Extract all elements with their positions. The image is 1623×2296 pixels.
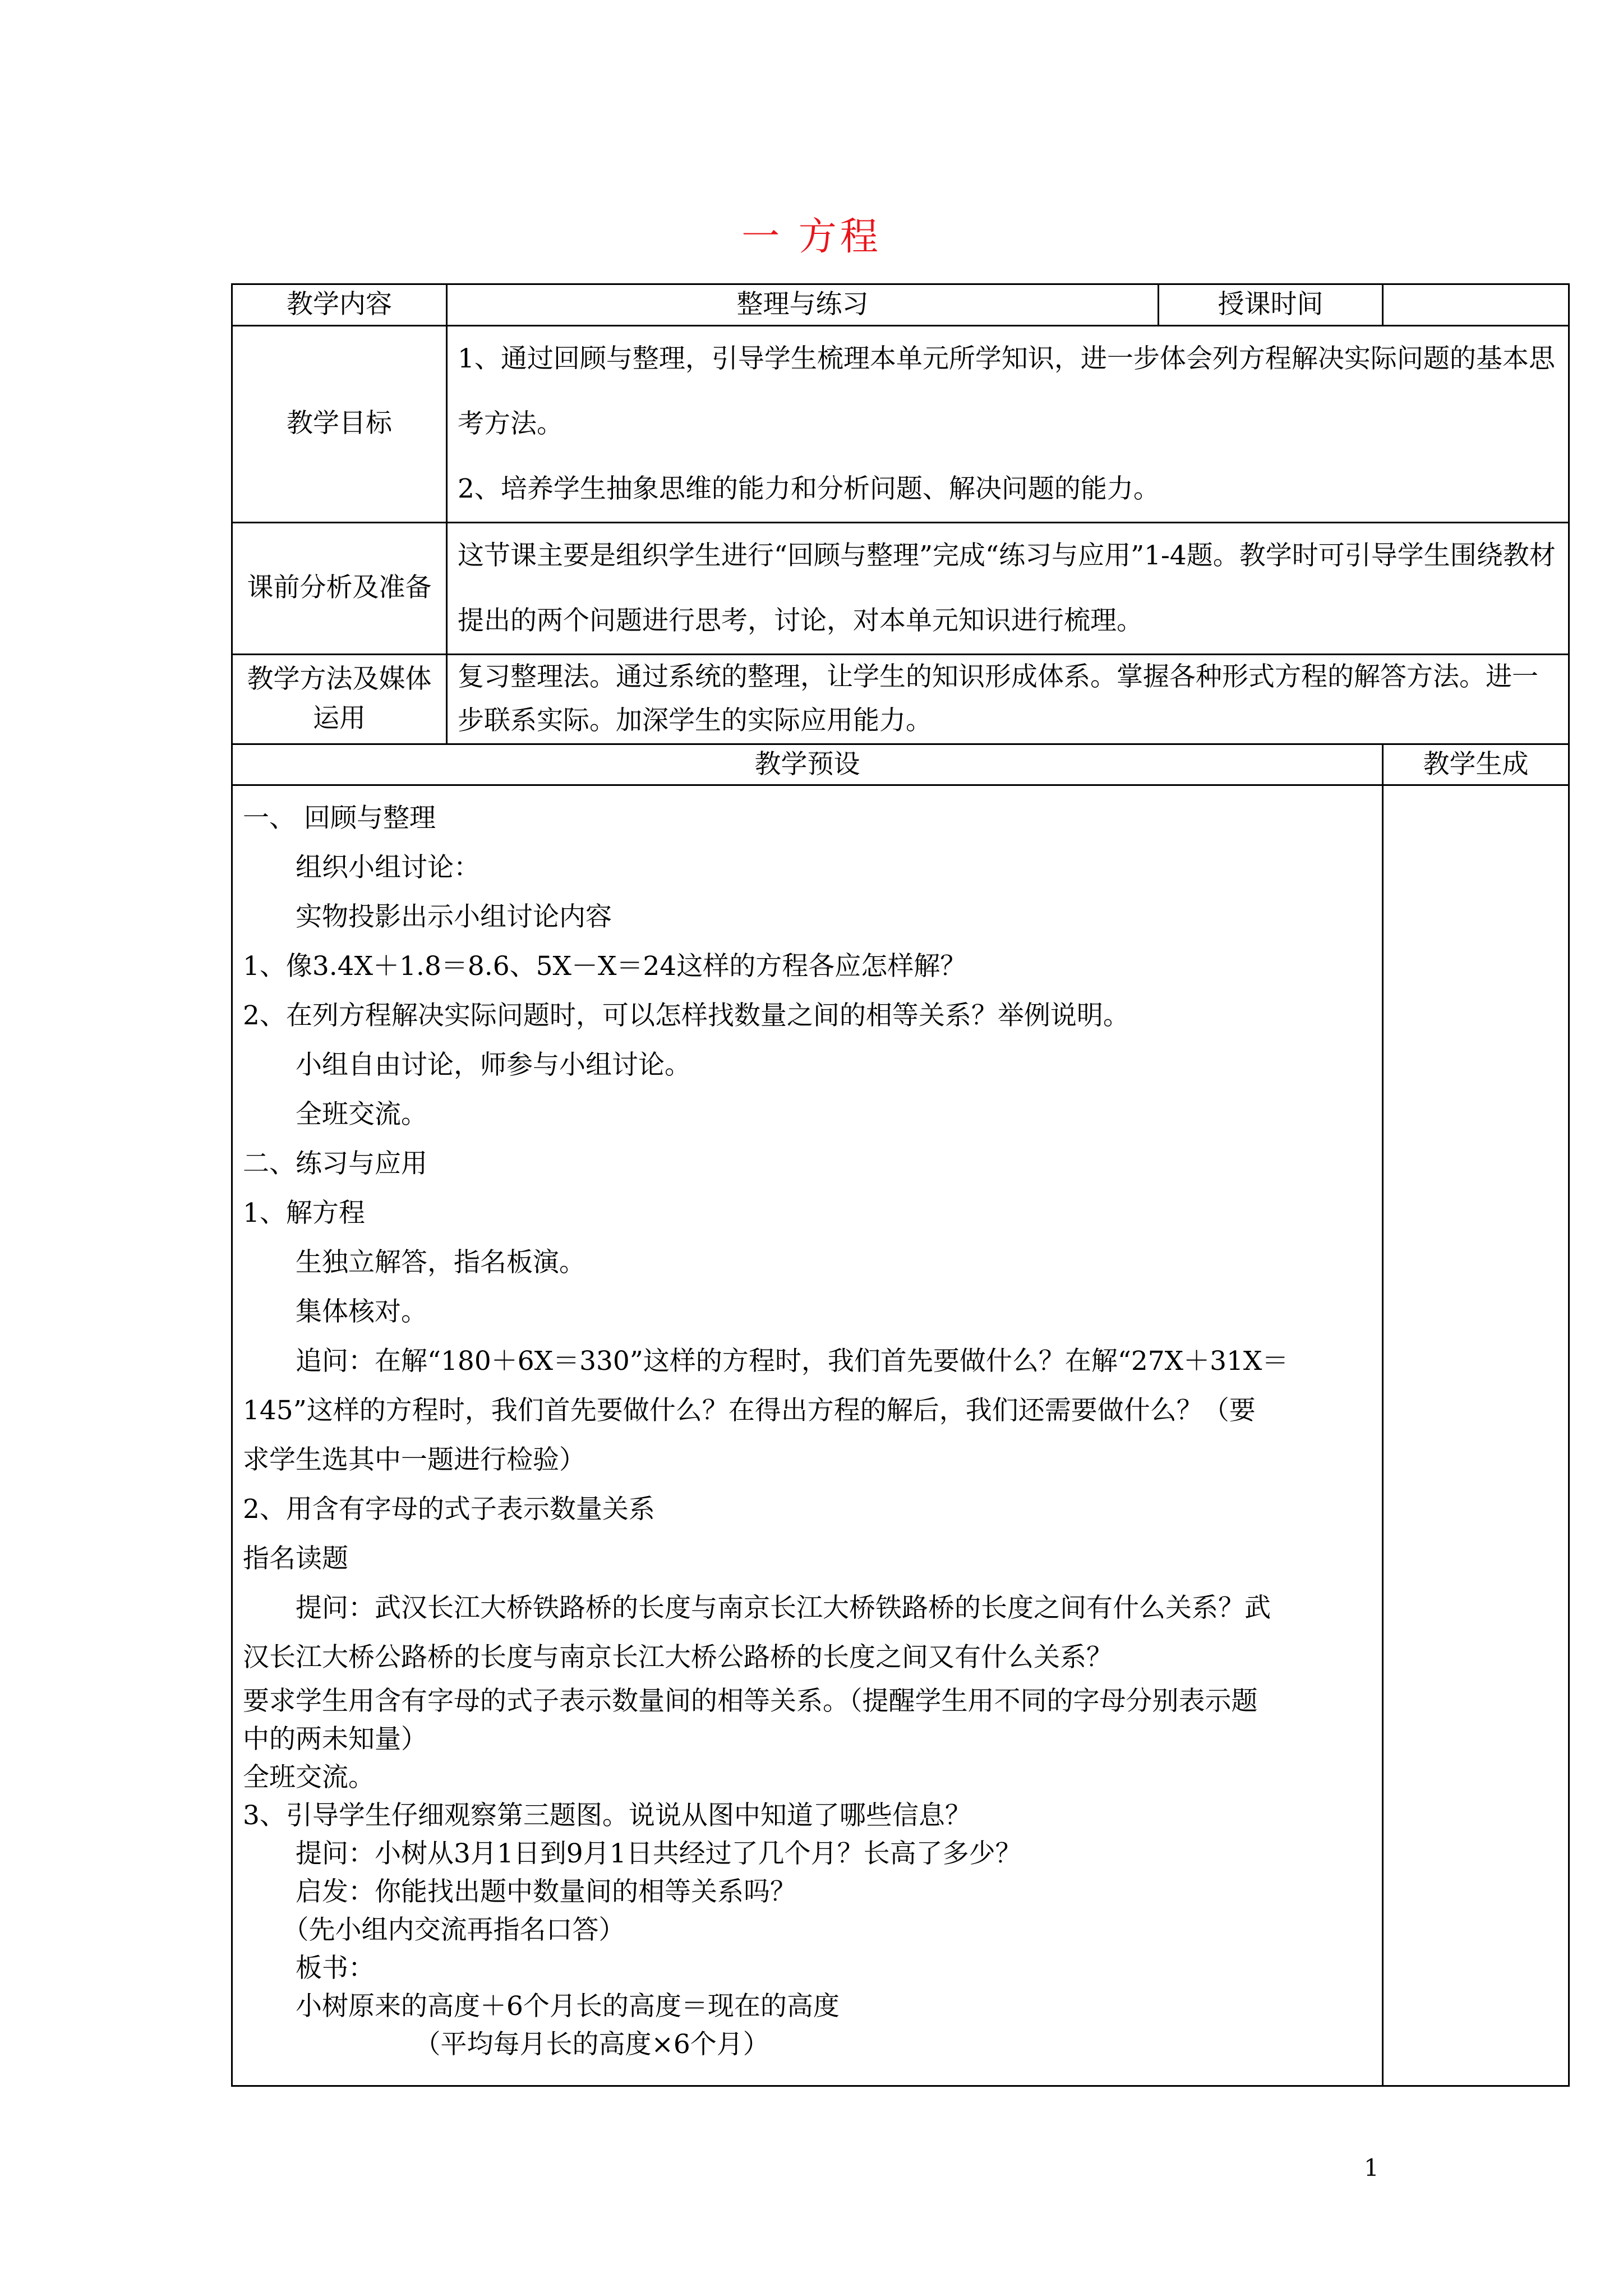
body-line: 小组自由讨论，师参与小组讨论。 xyxy=(243,1050,691,1080)
method-content: 复习整理法。通过系统的整理，让学生的知识形成体系。掌握各种形式方程的解答方法。进一步联系实际。加深学生的实际应用能力。 xyxy=(447,654,1569,744)
body-line: 一、 回顾与整理 xyxy=(243,803,436,834)
body-line: 指名读题 xyxy=(243,1543,348,1574)
body-line: （先小组内交流再指名口答） xyxy=(243,1915,625,1945)
time-label: 授课时间 xyxy=(1159,284,1383,326)
body-line: 小树原来的高度＋6个月长的高度＝现在的高度 xyxy=(243,1991,840,2022)
body-line: 提问：武汉长江大桥铁路桥的长度与南京长江大桥铁路桥的长度之间有什么关系？武 xyxy=(243,1593,1271,1623)
goals-row xyxy=(232,325,1569,522)
body-line: 145”这样的方程时，我们首先要做什么？在得出方程的解后，我们还需要做什么？（要 xyxy=(243,1395,1256,1426)
body-line: 提问：小树从3月1日到9月1日共经过了几个月？长高了多少？ xyxy=(243,1838,1022,1869)
result-header: 教学生成 xyxy=(1383,744,1569,785)
body-line: （平均每月长的高度×6个月） xyxy=(243,2029,769,2060)
body-line: 2、用含有字母的式子表示数量关系 xyxy=(243,1494,655,1525)
goal-item-2: 2、培养学生抽象思维的能力和分析问题、解决问题的能力。 xyxy=(458,473,1160,504)
body-line: 组织小组讨论： xyxy=(243,852,480,883)
body-line: 1、像3.4X＋1.8＝8.6、5X－X＝24这样的方程各应怎样解？ xyxy=(243,951,967,982)
body-line: 3、引导学生仔细观察第三题图。说说从图中知道了哪些信息？ xyxy=(243,1800,971,1831)
design-header: 教学预设 xyxy=(232,744,1383,785)
goals-label: 教学目标 xyxy=(232,325,447,522)
body-line: 启发：你能找出题中数量间的相等关系吗？ xyxy=(243,1876,796,1907)
prep-label: 课前分析及准备 xyxy=(232,522,447,654)
method-row xyxy=(232,654,1569,744)
body-line: 要求学生用含有字母的式子表示数量间的相等关系。（提醒学生用不同的字母分别表示题 xyxy=(243,1686,1258,1717)
method-label: 教学方法及媒体运用 xyxy=(232,654,447,744)
lesson-plan-table xyxy=(231,283,1570,2087)
prep-row xyxy=(232,522,1569,654)
body-row xyxy=(232,785,1569,2086)
body-line: 生独立解答，指名板演。 xyxy=(243,1247,585,1278)
body-line: 集体核对。 xyxy=(243,1296,427,1327)
result-body xyxy=(1383,785,1569,2086)
header-row xyxy=(232,284,1569,326)
goal-item-1: 1、通过回顾与整理，引导学生梳理本单元所学知识，进一步体会列方程解决实际问题的基本思考方法。 xyxy=(458,343,1555,439)
body-line: 中的两未知量） xyxy=(243,1724,427,1755)
body-line: 汉长江大桥公路桥的长度与南京长江大桥公路桥的长度之间又有什么关系？ xyxy=(243,1642,1113,1673)
goals-content xyxy=(447,325,1569,522)
page-number: 1 xyxy=(1364,2154,1379,2182)
body-line: 追问：在解“180＋6X＝330”这样的方程时，我们首先要做什么？在解“27X＋31X＝ xyxy=(243,1346,1289,1377)
body-line: 实物投影出示小组讨论内容 xyxy=(243,901,612,932)
body-line: 板书： xyxy=(243,1953,375,1984)
body-line: 全班交流。 xyxy=(243,1762,375,1793)
section-header-row xyxy=(232,744,1569,785)
body-line: 求学生选其中一题进行检验） xyxy=(243,1444,585,1475)
prep-content: 这节课主要是组织学生进行“回顾与整理”完成“练习与应用”1-4题。教学时可引导学生围绕教材提出的两个问题进行思考，讨论，对本单元知识进行梳理。 xyxy=(447,522,1569,654)
page-title: 一 方程 xyxy=(741,215,882,259)
time-value xyxy=(1383,284,1569,326)
body-line: 1、解方程 xyxy=(243,1198,365,1228)
body-line: 2、在列方程解决实际问题时，可以怎样找数量之间的相等关系？举例说明。 xyxy=(243,1000,1129,1031)
content-label: 教学内容 xyxy=(232,284,447,326)
design-body xyxy=(232,785,1383,2086)
body-line: 全班交流。 xyxy=(243,1099,427,1130)
body-line: 二、练习与应用 xyxy=(243,1148,427,1179)
content-value: 整理与练习 xyxy=(447,284,1159,326)
